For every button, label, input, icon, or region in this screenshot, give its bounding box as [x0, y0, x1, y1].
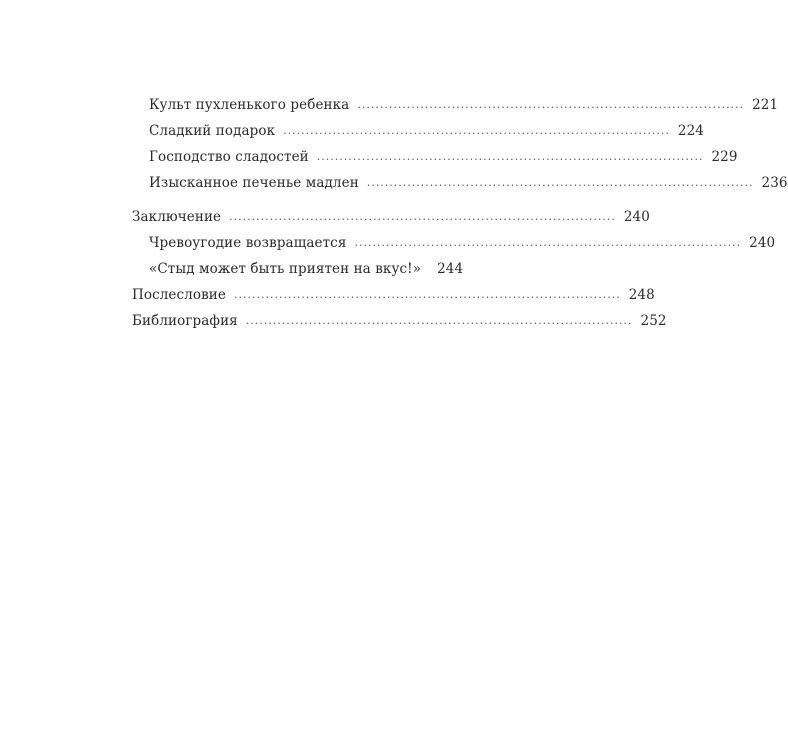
toc-leader-dots: ...................................................................................... [283, 124, 670, 137]
toc-leader-dots: ...................................................................................... [233, 288, 621, 301]
toc-leader-dots: ...................................................................................... [354, 236, 742, 249]
toc-entry-title: Библиография [132, 313, 238, 329]
toc-leader-dots: ...................................................................................... [316, 150, 704, 163]
toc-entry [132, 175, 788, 201]
toc-entry-title: Изысканное печенье мадлен [149, 175, 359, 191]
toc-entry-title: Послесловие [132, 287, 226, 303]
toc-entry [132, 261, 464, 287]
toc-entry-title: «Стыд может быть приятен на вкус!» [149, 261, 422, 277]
toc-leader-dots: ...................................................................................... [366, 176, 754, 189]
toc-entry-page: 252 [640, 313, 667, 329]
toc-entry-title: Заключение [132, 209, 222, 225]
toc-entry-title: Сладкий подарок [149, 123, 276, 139]
toc-entry-page: 240 [749, 235, 776, 251]
toc-leader-dots: ...................................................................................... [245, 314, 633, 327]
toc-leader-dots: ...................................................................................... [357, 98, 745, 111]
toc-entry-title: Господство сладостей [149, 149, 309, 165]
toc-entry-title: Чревоугодие возвращается [149, 235, 347, 251]
toc-entry-chapter [132, 209, 650, 235]
toc-entry [132, 123, 704, 149]
toc-entry-chapter [132, 287, 655, 313]
toc-entry [132, 235, 776, 261]
toc-entry-page: 229 [711, 149, 738, 165]
toc-entry-page: 248 [628, 287, 655, 303]
table-of-contents [132, 97, 788, 339]
toc-entry-page: 221 [752, 97, 779, 113]
toc-entry-page: 224 [677, 123, 704, 139]
toc-entry-chapter [132, 313, 667, 339]
toc-entry-page: 236 [761, 175, 788, 191]
toc-entry [132, 97, 779, 123]
toc-entry-title: Культ пухленького ребенка [149, 97, 350, 113]
toc-leader-dots: ...................................................................................... [229, 210, 616, 223]
toc-entry-page: 240 [623, 209, 650, 225]
toc-entry [132, 149, 738, 175]
toc-entry-page: 244 [437, 261, 464, 277]
